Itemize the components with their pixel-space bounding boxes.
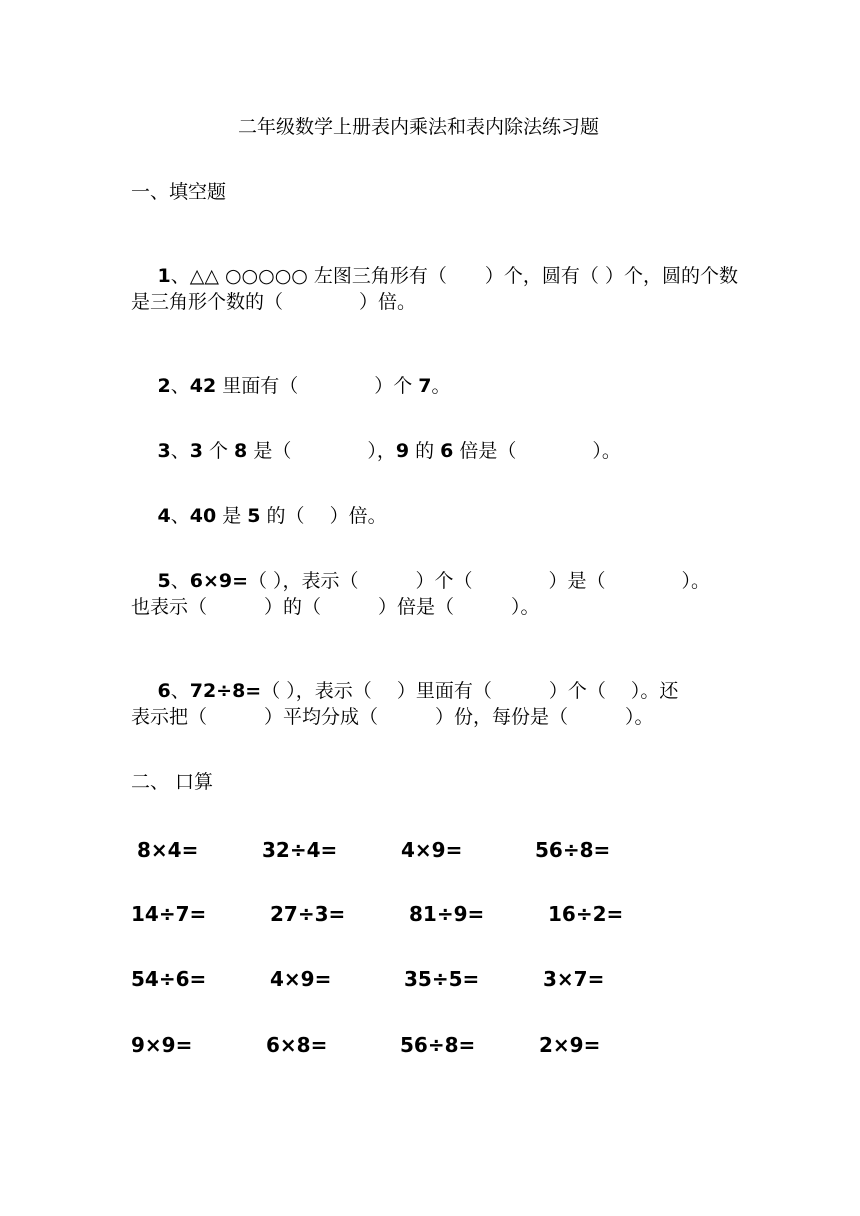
question-5-number: 5 xyxy=(157,570,171,592)
question-3-value-g: 6 xyxy=(440,440,454,462)
question-6-number: 6 xyxy=(157,680,171,702)
question-1-number: 1 xyxy=(157,265,171,287)
question-1-text: 左图三角形有（ ）个，圆有（ ）个，圆的个数 xyxy=(307,265,738,287)
question-3-text-d: 是（ ）， xyxy=(247,440,396,462)
question-5-expression: 6×9= xyxy=(189,570,248,592)
oral-item: 56÷8= xyxy=(400,1033,476,1057)
question-2-number: 2 xyxy=(157,375,171,397)
oral-item: 32÷4= xyxy=(262,838,338,862)
question-4-value-a: 40 xyxy=(189,505,217,527)
question-2 xyxy=(131,358,451,415)
oral-item: 4×9= xyxy=(270,967,332,991)
question-3-text-f: 的 xyxy=(409,440,441,462)
oral-item: 8×4= xyxy=(137,838,199,862)
question-1-separator: 、 xyxy=(170,265,190,287)
question-6-text: （ ），表示（ ）里面有（ ）个（ ）。还 xyxy=(261,680,679,702)
question-3-text-h: 倍是（ ）。 xyxy=(453,440,621,462)
question-3-value-e: 9 xyxy=(395,440,410,462)
oral-item: 27÷3= xyxy=(270,902,346,926)
question-4-text-b: 是 xyxy=(216,505,248,527)
question-3 xyxy=(131,423,621,480)
oral-item: 3×7= xyxy=(543,967,605,991)
question-2-separator: 、 xyxy=(170,375,190,397)
question-4-separator: 、 xyxy=(170,505,190,527)
question-6-line-2: 表示把（ ）平均分成（ ）份，每份是（ ）。 xyxy=(131,706,654,728)
section-2-heading: 二、 口算 xyxy=(131,771,214,793)
section-1-heading: 一、填空题 xyxy=(131,181,227,203)
question-1-line-2: 是三角形个数的（ ）倍。 xyxy=(131,291,417,313)
page-title: 二年级数学上册表内乘法和表内除法练习题 xyxy=(238,116,600,138)
question-5-text: （ ），表示（ ）个（ ）是（ ）。 xyxy=(248,570,711,592)
oral-item: 9×9= xyxy=(131,1033,193,1057)
question-5-line-2: 也表示（ ）的（ ）倍是（ ）。 xyxy=(131,596,540,618)
question-6-separator: 、 xyxy=(170,680,190,702)
question-1-shapes: △△ ○○○○○ xyxy=(189,265,308,287)
question-3-value-c: 8 xyxy=(234,440,248,462)
oral-item: 2×9= xyxy=(539,1033,601,1057)
oral-item: 4×9= xyxy=(401,838,463,862)
question-3-text-b: 个 xyxy=(202,440,235,462)
question-5-separator: 、 xyxy=(170,570,190,592)
question-3-number: 3 xyxy=(157,440,171,462)
question-2-text-d: 。 xyxy=(431,375,451,397)
oral-item: 6×8= xyxy=(266,1033,328,1057)
question-4-number: 4 xyxy=(157,505,171,527)
oral-item: 16÷2= xyxy=(548,902,624,926)
question-3-separator: 、 xyxy=(170,440,190,462)
oral-item: 35÷5= xyxy=(404,967,480,991)
question-2-value-a: 42 xyxy=(189,375,217,397)
question-2-value-c: 7 xyxy=(418,375,432,397)
oral-item: 81÷9= xyxy=(409,902,485,926)
question-3-value-a: 3 xyxy=(189,440,203,462)
oral-item: 14÷7= xyxy=(131,902,207,926)
question-6-expression: 72÷8= xyxy=(189,680,262,702)
oral-item: 56÷8= xyxy=(535,838,611,862)
question-4-value-c: 5 xyxy=(247,505,261,527)
oral-item: 54÷6= xyxy=(131,967,207,991)
question-2-text-b: 里面有（ ）个 xyxy=(216,375,419,397)
question-4-text-d: 的（ ）倍。 xyxy=(260,505,387,527)
question-4 xyxy=(131,488,387,545)
